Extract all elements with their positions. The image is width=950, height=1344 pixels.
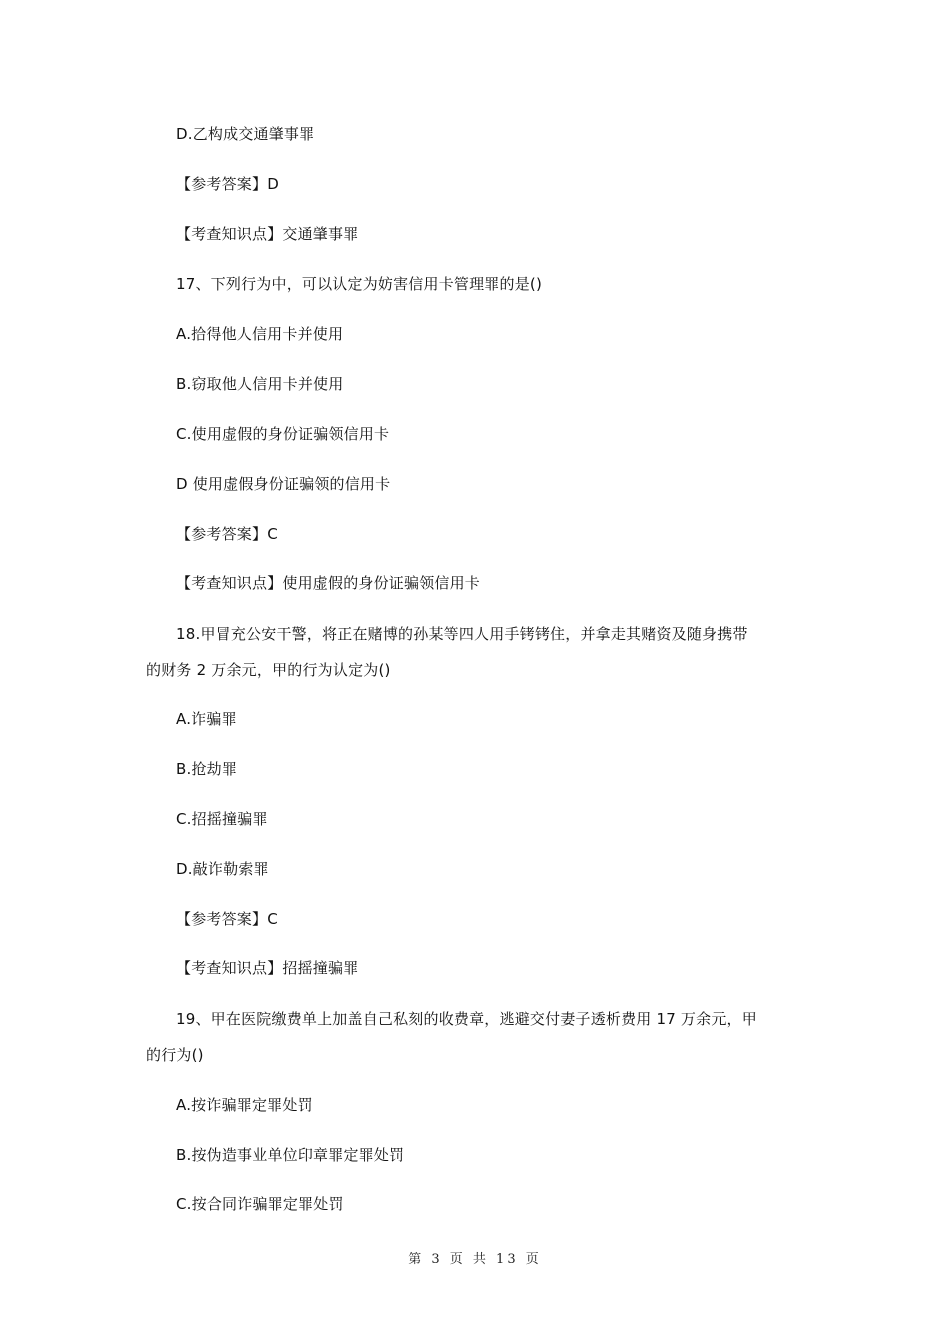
option-17-c: C.使用虚假的身份证骗领信用卡 xyxy=(176,425,390,443)
option-19-b: B.按伪造事业单位印章罪定罪处罚 xyxy=(176,1146,405,1164)
answer-16: 【参考答案】D xyxy=(176,175,279,193)
page-footer: 第 3 页 共 13 页 xyxy=(408,1252,542,1267)
option-19-c: C.按合同诈骗罪定罪处罚 xyxy=(176,1195,344,1213)
option-18-d: D.敲诈勒索罪 xyxy=(176,860,269,878)
option-17-d: D 使用虚假身份证骗领的信用卡 xyxy=(176,475,391,493)
knowledge-point-18: 【考查知识点】招摇撞骗罪 xyxy=(176,959,359,977)
answer-17: 【参考答案】C xyxy=(176,525,278,543)
option-18-a: A.诈骗罪 xyxy=(176,710,237,728)
knowledge-point-16: 【考查知识点】交通肇事罪 xyxy=(176,225,359,243)
question-18-line-1: 18.甲冒充公安干警，将正在赌博的孙某等四人用手铐铐住，并拿走其赌资及随身携带 xyxy=(176,625,748,643)
answer-18: 【参考答案】C xyxy=(176,910,278,928)
option-17-a: A.拾得他人信用卡并使用 xyxy=(176,325,344,343)
option-19-a: A.按诈骗罪定罪处罚 xyxy=(176,1096,313,1114)
question-17: 17、下列行为中，可以认定为妨害信用卡管理罪的是() xyxy=(176,275,542,293)
option-18-c: C.招摇撞骗罪 xyxy=(176,810,268,828)
knowledge-point-17: 【考查知识点】使用虚假的身份证骗领信用卡 xyxy=(176,574,481,592)
option-17-b: B.窃取他人信用卡并使用 xyxy=(176,375,344,393)
question-18-line-2: 的财务 2 万余元，甲的行为认定为() xyxy=(146,661,391,679)
option-16-d: D.乙构成交通肇事罪 xyxy=(176,125,315,143)
question-19-line-2: 的行为() xyxy=(146,1046,204,1064)
question-19-line-1: 19、甲在医院缴费单上加盖自己私刻的收费章，逃避交付妻子透析费用 17 万余元，甲 xyxy=(176,1010,757,1028)
option-18-b: B.抢劫罪 xyxy=(176,760,238,778)
